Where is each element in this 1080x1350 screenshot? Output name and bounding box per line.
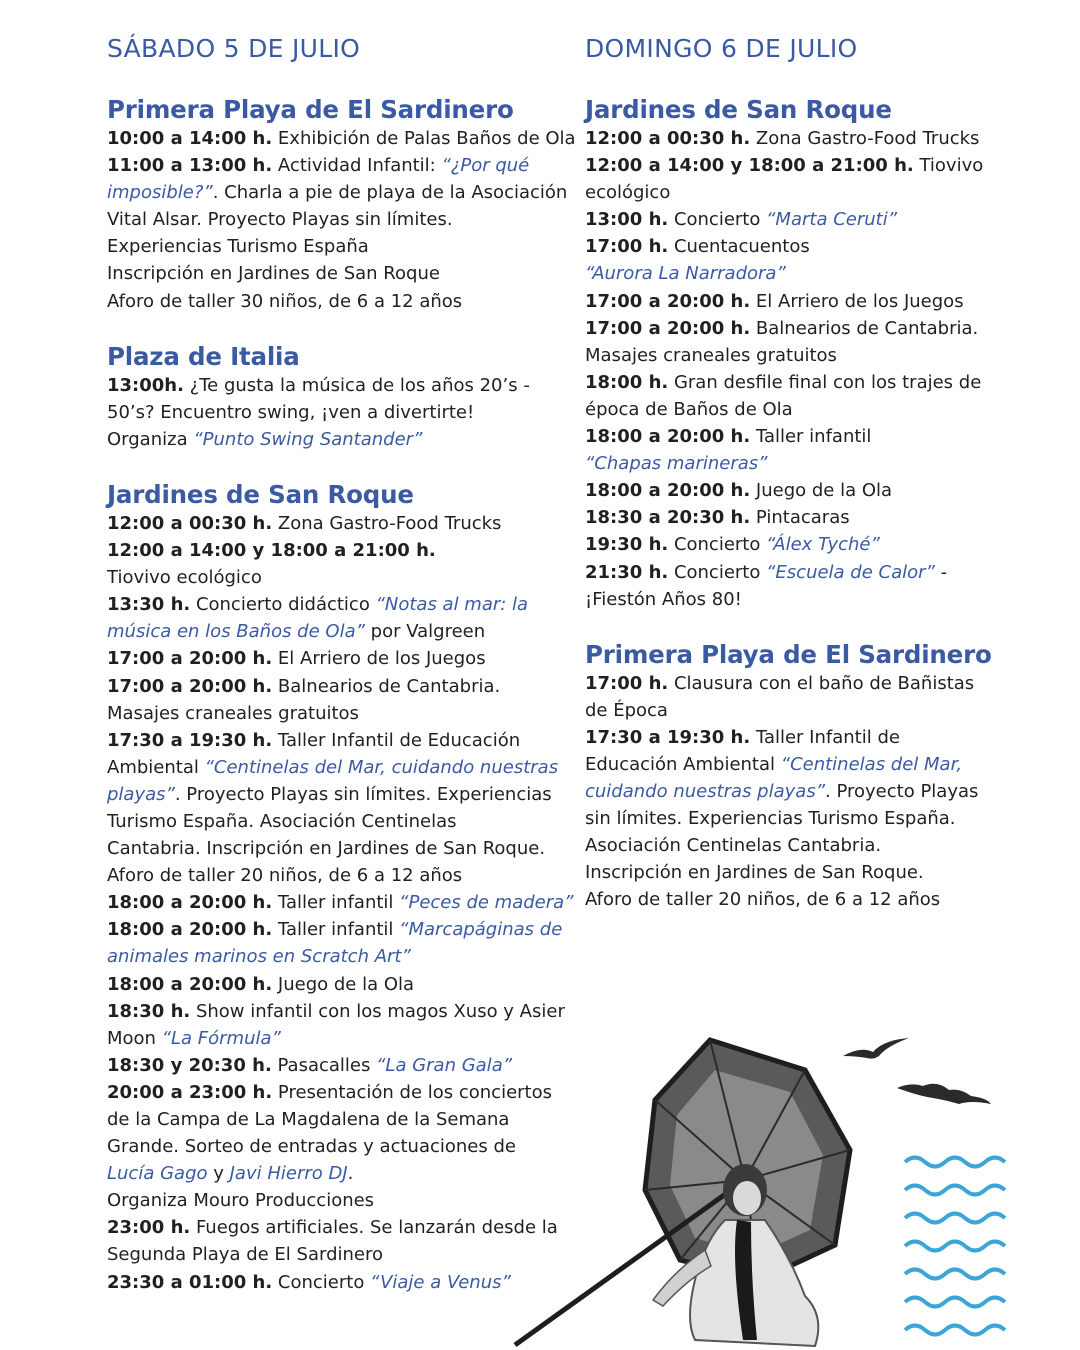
event-line [107,781,577,808]
event-text: y [207,1163,230,1185]
event-line [107,889,577,916]
event-line [585,559,995,586]
event-line [585,152,995,179]
event-lines [585,670,995,914]
event-text: ¡Fiestón Años 80! [585,588,742,610]
event-time: 23:30 a 01:00 h. [107,1271,273,1293]
section-gap [107,453,577,479]
event-time: 17:30 a 19:30 h. [585,726,751,748]
event-time: 17:00 a 20:00 h. [585,290,751,312]
event-line [585,125,995,152]
event-line [107,152,577,179]
event-text: Moon [107,1027,162,1049]
event-text: Organiza [107,428,194,450]
event-text: época de Baños de Ola [585,398,793,420]
event-text: Vital Alsar. Proyecto Playas sin límites. [107,209,453,231]
event-lines [107,372,577,453]
event-time: 17:00 a 20:00 h. [585,317,751,339]
event-line [107,125,577,152]
event-text: de la Campa de La Magdalena de la Semana [107,1109,510,1130]
event-time: 23:00 h. [107,1217,191,1239]
event-time: 17:00 a 20:00 h. [107,648,273,670]
event-time: 12:00 a 00:30 h. [585,128,751,149]
event-text: Asociación Centinelas Cantabria. [585,835,882,857]
event-text: Juego de la Ola [750,480,893,502]
event-line [585,670,995,697]
event-text: Aforo de taller 20 niños, de 6 a 12 años [107,865,463,887]
event-line [107,808,577,835]
event-time: 18:00 a 20:00 h. [107,973,273,995]
event-text: Pasacalles [271,1054,377,1076]
event-highlight: “¿Por qué [441,155,530,177]
event-time: 17:30 a 19:30 h. [107,729,273,751]
event-text: Cuentacuentos [668,236,810,258]
event-line [107,645,577,672]
event-line [107,727,577,754]
event-line [107,399,577,426]
event-text: Inscripción en Jardines de San Roque [107,263,440,285]
venue-title: Jardines de San Roque [107,479,414,509]
event-line [585,342,995,369]
venue-section [585,639,995,914]
event-line [585,531,995,558]
event-line [107,943,577,970]
event-line [585,450,995,477]
event-text: Presentación de los conciertos [272,1081,553,1103]
event-highlight: “Escuela de Calor” [766,561,935,583]
event-text: Tiovivo ecológico [107,567,262,589]
event-text: Zona Gastro-Food Trucks [750,128,980,149]
event-line [585,805,995,832]
event-time: 12:00 a 14:00 y 18:00 a 21:00 h. [107,540,436,562]
event-text: sin límites. Experiencias Turismo España. [585,808,956,830]
event-time: 18:00 a 20:00 h. [585,480,751,502]
gulls-icon [843,1038,991,1104]
event-line [585,396,995,423]
event-line [585,179,995,206]
event-line [107,288,577,315]
event-line [107,754,577,781]
event-text: Organiza Mouro Producciones [107,1190,375,1212]
event-line [107,971,577,998]
venue-section [107,341,577,453]
event-line [585,260,995,287]
event-text: Clausura con el baño de Bañistas [668,672,975,694]
event-lines [107,125,577,315]
event-line [107,591,577,618]
event-line [107,618,577,645]
event-highlight: “Marcapáginas de [399,919,563,941]
event-line [107,862,577,889]
event-text: Ambiental [107,756,205,778]
event-time: 18:00 a 20:00 h. [107,892,273,914]
event-text: Cantabria. Inscripción en Jardines de San Roque. [107,838,546,860]
section-gap [585,613,995,639]
event-text: 50’s? Encuentro swing, ¡ven a divertirte! [107,401,475,423]
event-line [585,477,995,504]
event-text: Experiencias Turismo España [107,236,369,258]
event-line [585,206,995,233]
event-highlight: “Punto Swing Santander” [193,428,423,450]
event-time: 18:30 h. [107,1000,191,1022]
section-gap [107,315,577,341]
event-time: 19:30 h. [585,534,669,556]
event-line [107,835,577,862]
event-line [585,697,995,724]
event-highlight: animales marinos en Scratch Art” [107,946,411,968]
event-time: 18:00 h. [585,371,669,393]
event-time: 10:00 a 14:00 h. [107,128,273,149]
bather-umbrella-illustration-icon [505,1030,1025,1350]
event-highlight: “Chapas marineras” [585,453,768,475]
event-text: El Arriero de los Juegos [272,648,486,670]
sunday-sections [585,94,995,914]
event-text: . Proyecto Playas sin límites. Experiencias [174,783,552,805]
event-time: 12:00 a 00:30 h. [107,512,273,534]
event-line [107,233,577,260]
event-text: ecológico [585,182,671,204]
event-highlight: música en los Baños de Ola” [107,621,365,643]
event-line [585,423,995,450]
event-time: 12:00 a 14:00 y 18:00 a 21:00 h. [585,155,914,177]
sunday-column [585,30,995,914]
event-text: ¿Te gusta la música de los años 20’s - [183,374,530,396]
event-line [107,260,577,287]
event-text: El Arriero de los Juegos [750,290,964,312]
event-highlight: “Marta Ceruti” [766,209,898,231]
event-text: Aforo de taller 20 niños, de 6 a 12 años [585,889,941,911]
event-text: Zona Gastro-Food Trucks [272,512,502,534]
event-line [585,886,995,913]
event-text: Concierto didáctico [190,594,376,616]
event-text: Gran desfile final con los trajes de [668,371,982,393]
event-time: 18:30 y 20:30 h. [107,1054,272,1076]
event-time: 18:00 a 20:00 h. [107,919,273,941]
event-text: Masajes craneales gratuitos [107,702,359,724]
event-line [107,700,577,727]
waves-icon [905,1158,1005,1335]
event-highlight: “Centinelas del Mar, [780,753,963,775]
event-line [107,426,577,453]
event-time: 17:00 h. [585,672,669,694]
event-highlight: “Notas al mar: la [375,594,529,616]
event-time: 13:00 h. [585,209,669,231]
event-highlight: “Aurora La Narradora” [585,263,786,285]
event-highlight: “Viaje a Venus” [370,1271,511,1293]
event-text: Taller infantil [272,892,400,914]
event-text: Taller infantil [750,426,872,448]
event-line [585,778,995,805]
event-time: 21:30 h. [585,561,669,583]
event-text: Concierto [668,209,767,231]
event-highlight: cuidando nuestras playas” [585,781,826,803]
event-line [107,206,577,233]
event-time: 13:00h. [107,374,184,396]
event-time: 18:30 a 20:30 h. [585,507,751,529]
event-text: Concierto [272,1271,371,1293]
event-text: Inscripción en Jardines de San Roque. [585,862,924,884]
event-highlight: “Centinelas del Mar, cuidando nuestras [204,756,559,778]
event-time: 17:00 h. [585,236,669,258]
event-line [585,859,995,886]
event-text: Show infantil con los magos Xuso y Asier [190,1000,565,1022]
event-text: Fuegos artificiales. Se lanzarán desde la [190,1217,558,1239]
event-highlight: imposible?” [107,182,213,204]
event-line [585,586,995,613]
event-time: 18:00 a 20:00 h. [585,426,751,448]
event-line [107,510,577,537]
event-time: 20:00 a 23:00 h. [107,1081,273,1103]
event-text: Balnearios de Cantabria. [272,675,501,697]
event-highlight: “Peces de madera” [399,892,574,914]
event-text: Grande. Sorteo de entradas y actuaciones de [107,1136,516,1158]
saturday-title: SÁBADO 5 DE JULIO [107,34,361,63]
event-highlight: “Álex Tyché” [766,534,880,556]
event-text: Educación Ambiental [585,753,781,775]
event-text: Masajes craneales gratuitos [585,344,837,366]
event-line [585,504,995,531]
event-time: 11:00 a 13:00 h. [107,155,273,177]
event-text: Taller Infantil de Educación [272,729,521,751]
event-text: Exhibición de Palas Baños de Ola [272,128,576,149]
event-text: Taller Infantil de [750,726,900,748]
event-line [107,673,577,700]
event-line [107,537,577,564]
event-highlight: Lucía Gago [107,1163,208,1185]
venue-title: Jardines de San Roque [585,95,892,124]
venue-title: Primera Playa de El Sardinero [585,639,992,669]
event-line [585,315,995,342]
event-line [107,998,577,1025]
event-text: . Charla a pie de playa de la Asociación [212,182,568,204]
event-text: por Valgreen [364,621,486,643]
event-lines [585,125,995,613]
event-highlight: “La Fórmula” [161,1027,281,1049]
event-line [585,724,995,751]
event-time: 17:00 a 20:00 h. [107,675,273,697]
event-line [585,751,995,778]
event-text: Segunda Playa de El Sardinero [107,1244,383,1266]
event-text: Juego de la Ola [272,973,415,995]
event-line [585,233,995,260]
event-line [107,916,577,943]
event-text: Concierto [668,561,767,583]
venue-title: Plaza de Italia [107,341,300,371]
venue-title: Primera Playa de El Sardinero [107,95,514,124]
event-text: . Proyecto Playas [825,781,979,803]
event-text: Balnearios de Cantabria. [750,317,979,339]
sunday-title: DOMINGO 6 DE JULIO [585,34,858,63]
venue-section [585,94,995,613]
event-line [107,179,577,206]
event-text: Turismo España. Asociación Centinelas [107,810,457,832]
event-line [585,288,995,315]
venue-section [107,94,577,315]
event-line [585,832,995,859]
event-text: Taller infantil [272,919,400,941]
event-line [585,369,995,396]
event-text: de Época [585,699,668,721]
event-text: Aforo de taller 30 niños, de 6 a 12 años [107,290,463,312]
event-highlight: Javi Hierro DJ [229,1163,348,1185]
event-line [107,564,577,591]
event-highlight: playas” [107,783,175,805]
event-time: 13:30 h. [107,594,191,616]
event-text: Pintacaras [750,507,850,529]
event-text: Actividad Infantil: [272,155,442,177]
event-text: Tiovivo [913,155,984,177]
event-text: - [934,561,948,583]
event-text: Concierto [668,534,767,556]
event-text: . [347,1163,354,1185]
event-highlight: “La Gran Gala” [376,1054,513,1076]
event-line [107,372,577,399]
